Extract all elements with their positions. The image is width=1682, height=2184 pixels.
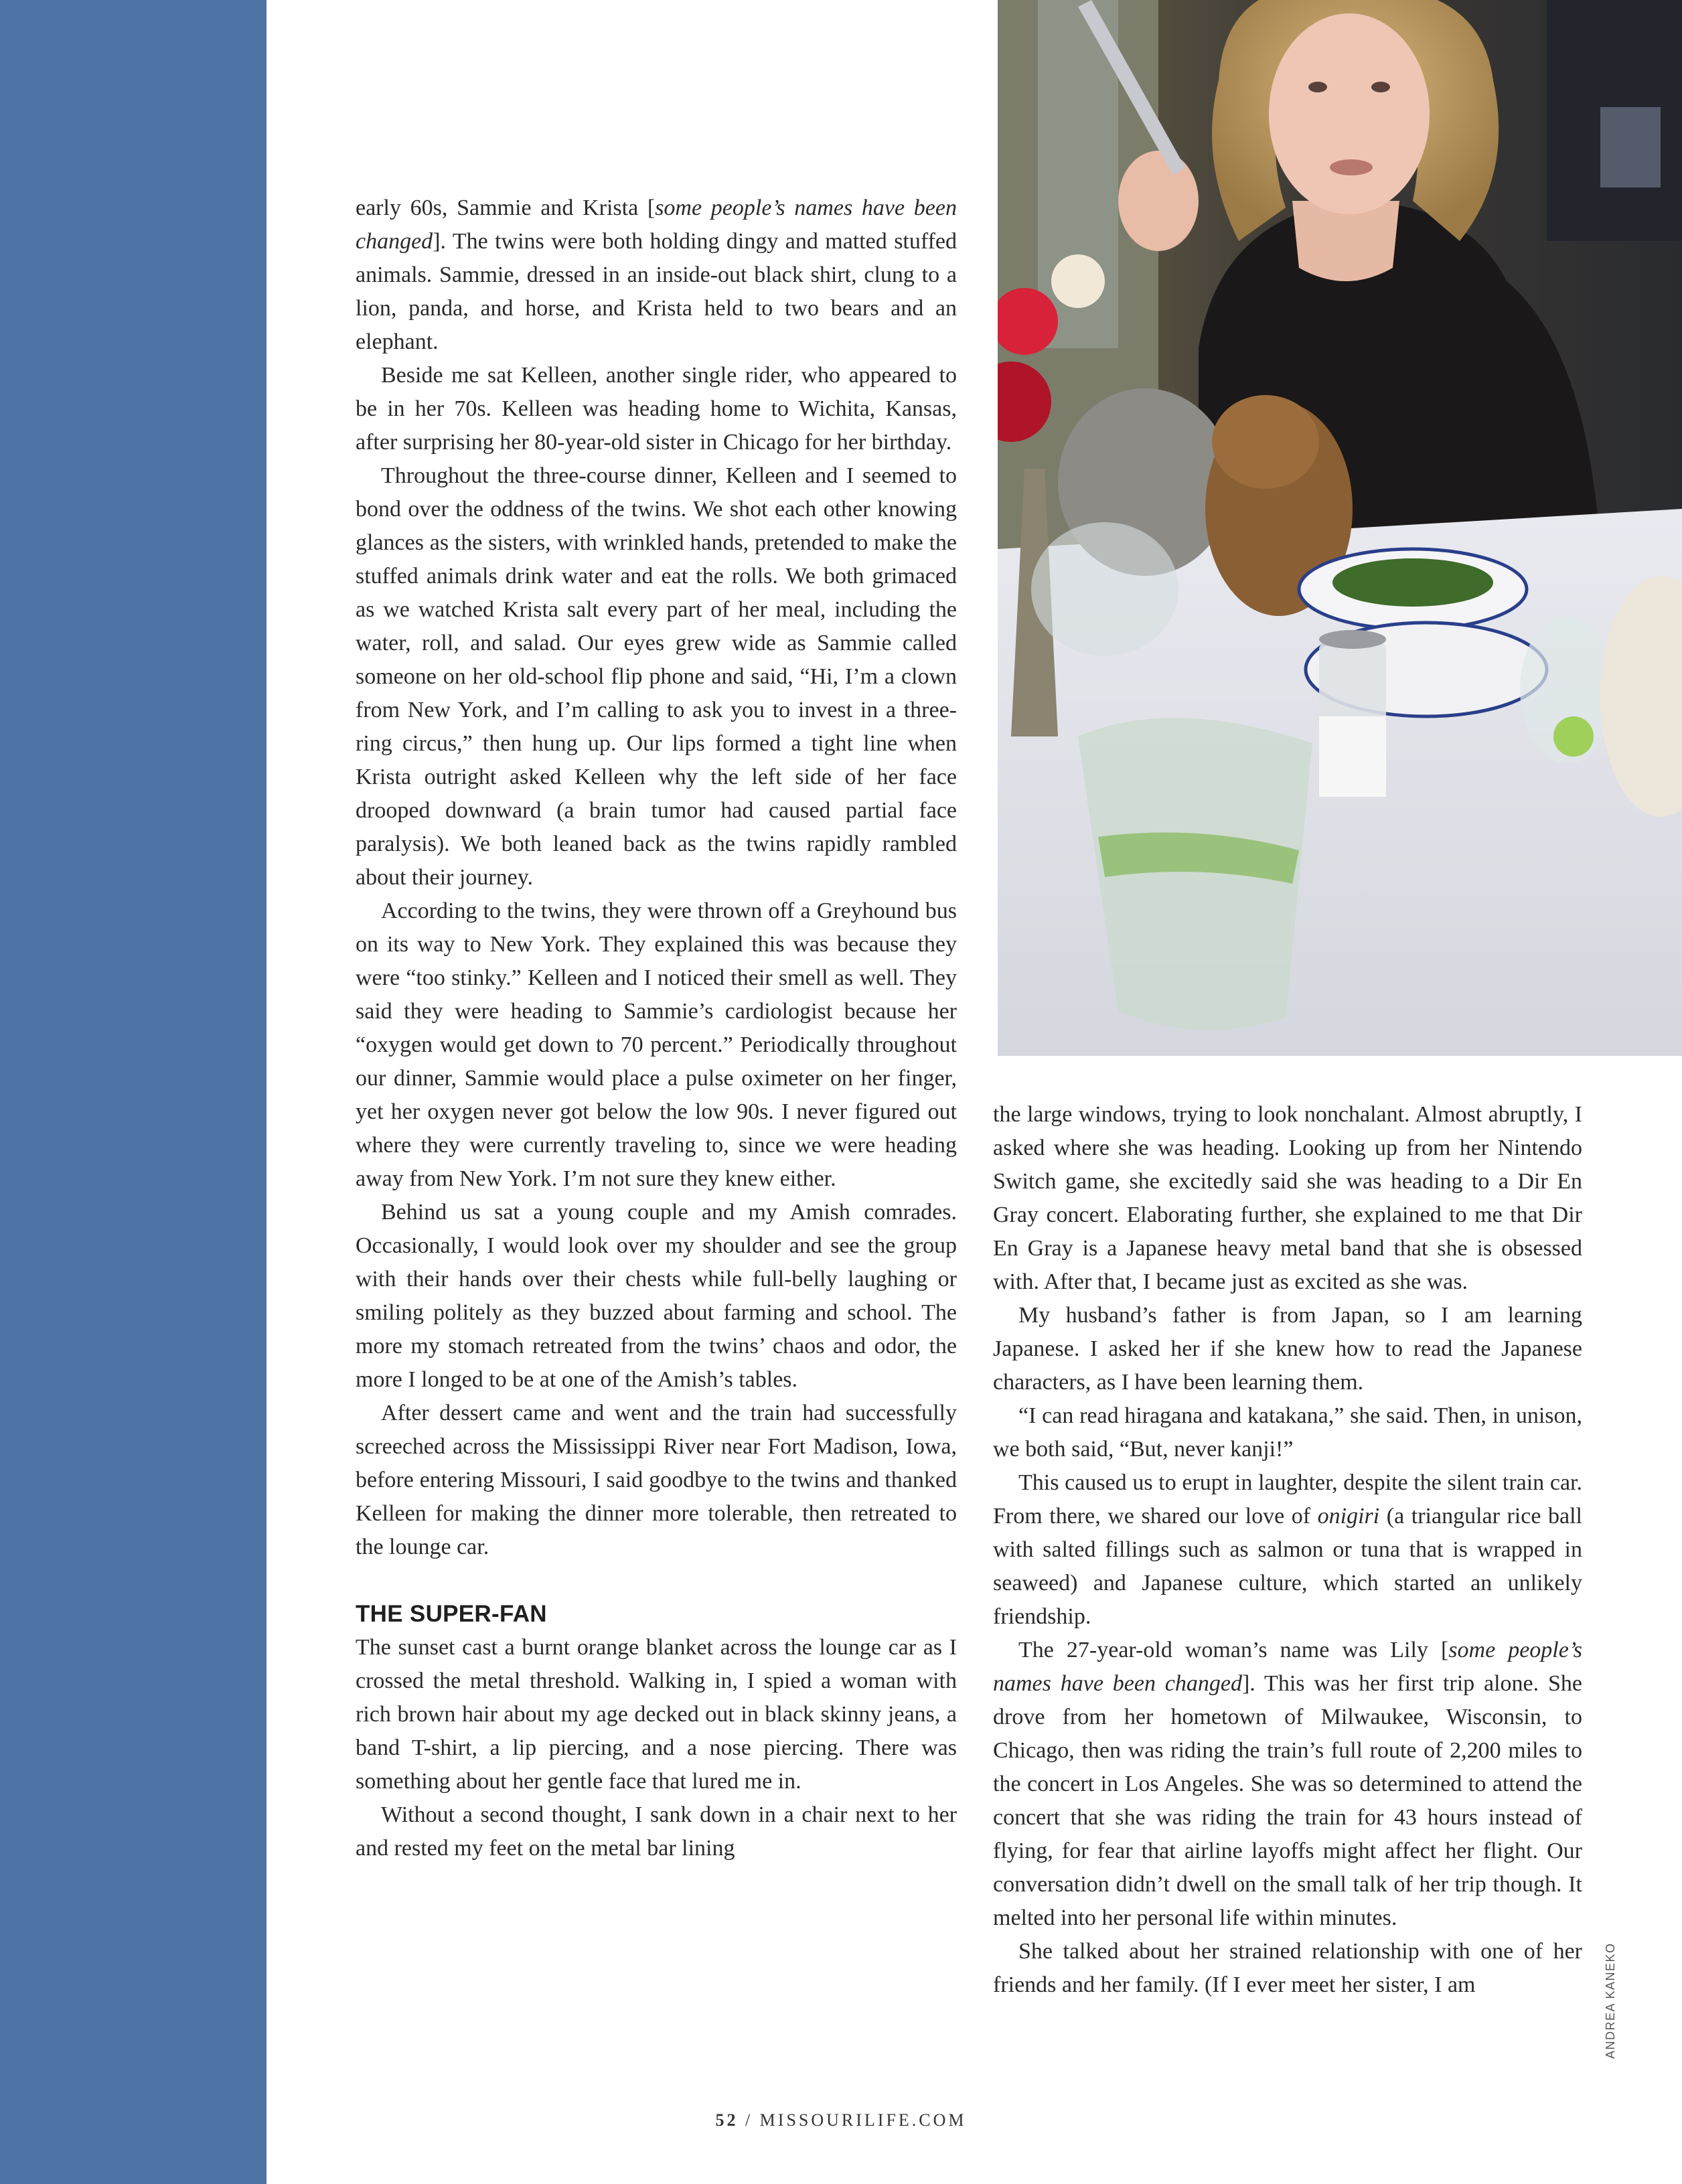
page-footer [0, 2110, 1682, 2130]
paragraph: the large windows, trying to look nonchalant. Almost abruptly, I asked where she was heading. Looking up from her Nintendo Switch game, she excitedly said she was heading to a Dir En Gray concert. Elaborating further, she explained to me that Dir En Gray is a Japanese heavy metal band that she is obsessed with. After that, I became just as excited as she was. [993, 1102, 1582, 1294]
photo-credit: ANDREA KANEKO [1604, 1942, 1617, 2059]
text-run: The 27-year-old woman’s name was Lily [ [1018, 1638, 1449, 1662]
italic-text: onigiri [1317, 1504, 1380, 1529]
dining-car-photo [998, 0, 1682, 1056]
paragraph: According to the twins, they were thrown off a Greyhound bus on its way to New York. They explained this was because they were “too stinky.” Kelleen and I noticed their smell as well. They said they were heading to Sammie’s cardiologist because her “oxygen would get down to 70 percent.” Periodically throughout our dinner, Sammie would place a pulse oximeter on her finger, yet her oxygen never got below the low 90s. I never figured out where they were currently traveling to, since we were heading away from New York. I’m not sure they knew either. [356, 899, 957, 1191]
paragraph [993, 1634, 1582, 1935]
text-run: ]. The twins were both holding dingy and matted stuffed animals. Sammie, dressed in an inside-out black shirt, clung to a lion, panda, and horse, and Krista held to two bears and an elephant. [356, 229, 957, 354]
right-text-column [993, 1098, 1582, 2002]
site-name: MISSOURILIFE.COM [759, 2110, 967, 2130]
text-run: ]. This was her first trip alone. She drove from her hometown of Milwaukee, Wisconsin, to Chicago, then was riding the train’s full route of 2,200 miles to the concert in Los Angeles. She was so determined to attend the concert that she was riding the train for 43 hours instead of flying, for fear that airline layoffs might affect her flight. Our conversation didn’t dwell on the small talk of her trip though. It melted into her personal life within minutes. [993, 1671, 1582, 1930]
italic-text: some people’s names have been changed [356, 196, 957, 254]
paragraph [993, 1466, 1582, 1634]
italic-text: some people’s names have been changed [993, 1638, 1582, 1696]
text-run: early 60s, Sammie and Krista [ [356, 196, 656, 220]
text-run: This caused us to erupt in laughter, despite the silent train car. From there, we shared our love of [993, 1470, 1582, 1529]
paragraph: She talked about her strained relationship with one of her friends and her family. (If I ever meet her sister, I am [993, 1939, 1582, 1997]
side-color-band [0, 0, 266, 2184]
paragraph: After dessert came and went and the train had successfully screeched across the Mississippi River near Fort Madison, Iowa, before entering Missouri, I said goodbye to the twins and thanked Kelleen for making the dinner more tolerable, then retreated to the lounge car. [356, 1401, 957, 1559]
section-heading: THE SUPER-FAN [356, 1601, 547, 1627]
paragraph: Without a second thought, I sank down in a chair next to her and rested my feet on the metal bar lining [356, 1802, 957, 1861]
text-run: (a triangular rice ball with salted fillings such as salmon or tuna that is wrapped in seaweed) and Japanese culture, which started an unlikely friendship. [993, 1504, 1582, 1629]
page-number: 52 [715, 2110, 739, 2130]
paragraph: Behind us sat a young couple and my Amish comrades. Occasionally, I would look over my shoulder and see the group with their hands over their chests while full-belly laughing or smiling politely as they buzzed about farming and school. The more my stomach retreated from the twins’ chaos and odor, the more I longed to be at one of the Amish’s tables. [356, 1200, 957, 1392]
paragraph: “I can read hiragana and katakana,” she said. Then, in unison, we both said, “But, never kanji!” [993, 1403, 1582, 1462]
paragraph [356, 191, 957, 359]
paragraph: Beside me sat Kelleen, another single rider, who appeared to be in her 70s. Kelleen was heading home to Wichita, Kansas, after surprising her 80-year-old sister in Chicago for her birthday. [356, 363, 957, 455]
paragraph: Throughout the three-course dinner, Kelleen and I seemed to bond over the oddness of the twins. We shot each other knowing glances as the sisters, with wrinkled hands, pretended to make the stuffed animals drink water and eat the rolls. We both grimaced as we watched Krista salt every part of her meal, including the water, roll, and salad. Our eyes grew wide as Sammie called someone on her old-school flip phone and said, “Hi, I’m a clown from New York, and I’m calling to ask you to invest in a three-ring circus,” then hung up. Our lips formed a tight line when Krista outright asked Kelleen why the left side of her face drooped downward (a brain tumor had caused partial face paralysis). We both leaned back as the twins rapidly rambled about their journey. [356, 463, 957, 890]
footer-separator: / [738, 2110, 760, 2130]
paragraph: The sunset cast a burnt orange blanket across the lounge car as I crossed the metal threshold. Walking in, I spied a woman with rich brown hair about my age decked out in black skinny jeans, a band T-shirt, a lip piercing, and a nose piercing. There was something about her gentle face that lured me in. [356, 1635, 957, 1794]
paragraph: My husband’s father is from Japan, so I am learning Japanese. I asked her if she knew how to read the Japanese characters, as I have been learning them. [993, 1303, 1582, 1395]
left-text-column [356, 191, 957, 1865]
